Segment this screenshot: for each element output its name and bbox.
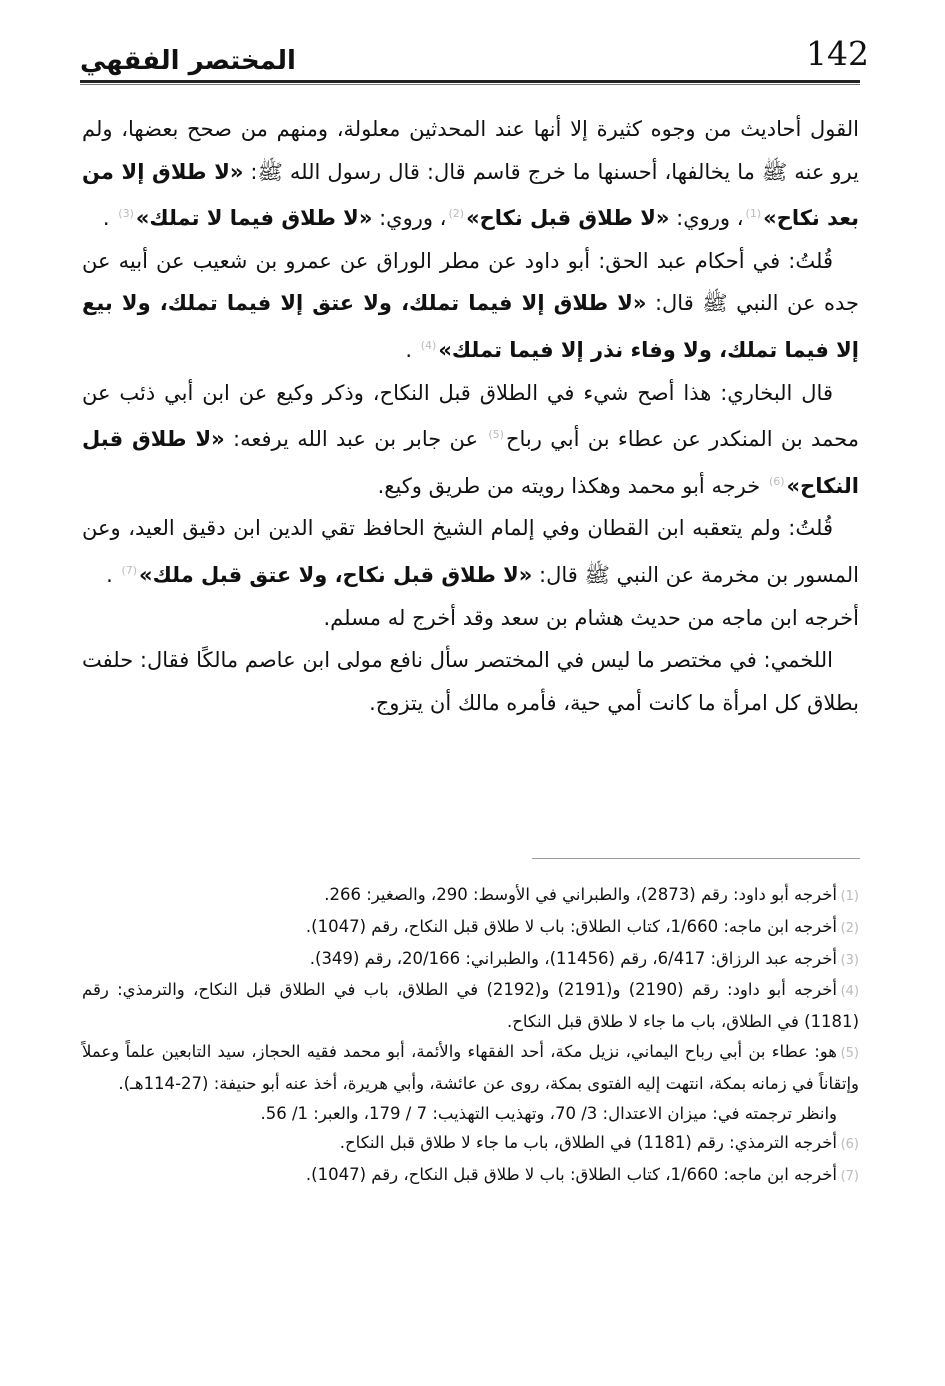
paragraph-1 [82,108,859,240]
paragraph-3 [82,372,859,508]
footnote-marker[interactable]: (1) [745,207,762,221]
footnote-item [82,1037,859,1099]
footnote-text: هو: عطاء بن أبي رباح اليماني، نزيل مكة، أحد الفقهاء والأئمة، أبو محمد فقيه الحجاز، سيد التابعين علماً وعملاً وإتقاناً في زمانه بمكة، انتهت إليه الفتوى بمكة، روى عن عائشة، وأبي هريرة، أخذ عنه أبو حنيفة: (27-114هـ). [82,1041,859,1093]
footnote-item [82,1160,859,1192]
paragraph-6: اللخمي: في مختصر ما ليس في المختصر سأل نافع مولى ابن عاصم مالكًا فقال: حلفت بطلاق كل امرأة ما كانت أمي حية، فأمره مالك أن يتزوج. [82,648,859,715]
footnote-continuation [82,1099,859,1129]
footnote-item [82,975,859,1037]
footnote-item [82,944,859,976]
footnote-text: أخرجه ابن ماجه: 1/660، كتاب الطلاق: باب لا طلاق قبل النكاح، رقم (1047). [305,1165,837,1185]
text-run: عن جابر بن عبد الله يرفعه: [224,427,487,452]
text-run: ، وروي: [372,206,447,231]
footnote-divider [532,858,860,859]
hadith-quote: «لا طلاق إلا من بعد نكاح» [82,159,859,231]
footnote-marker[interactable]: (4) [420,338,437,352]
page-number: 142 [806,34,869,73]
footnote-text: أخرجه ابن ماجه: 1/660، كتاب الطلاق: باب لا طلاق قبل النكاح، رقم (1047). [305,916,837,936]
footnote-number: (3) [840,952,859,968]
text-run: خرجه أبو محمد وهكذا رويته من طريق وكيع. [377,473,767,498]
paragraph-4 [82,507,859,596]
text-run: قُلتُ: ولم يتعقبه ابن القطان وفي إلمام الشيخ الحافظ تقي الدين ابن دقيق العيد، وعن المسور بن مخرمة عن النبي ﷺ قال: [82,516,859,587]
paragraph-2 [82,240,859,372]
page-header [80,30,869,88]
hadith-quote: «لا طلاق قبل نكاح» [466,206,670,231]
footnote-text: وانظر ترجمته في: ميزان الاعتدال: 3/ 70، وتهذيب التهذيب: 7 / 179، والعبر: 1/ 56. [260,1103,837,1123]
hadith-quote: «لا طلاق إلا فيما تملك، ولا عتق إلا فيما تملك، ولا بيع إلا فيما تملك، ولا وفاء نذر إلا فيما تملك» [82,291,859,362]
hadith-quote: «لا طلاق قبل نكاح، ولا عتق قبل ملك» [139,562,533,587]
footnote-marker[interactable]: (6) [768,474,785,488]
footnote-marker[interactable]: (7) [121,563,138,577]
paragraph-5: أخرجه ابن ماجه من حديث هشام بن سعد وقد أخرج له مسلم. [323,605,859,630]
footnote-marker[interactable]: (2) [448,207,465,221]
footnote-marker[interactable]: (5) [488,428,504,442]
hadith-quote: «لا طلاق قبل النكاح» [82,427,859,498]
footnote-item [82,912,859,944]
text-run: القول أحاديث من وجوه كثيرة إلا أنها عند المحدثين معلولة، ومنهم من صحح بعضها، ولم يرو عنه ﷺ ما يخالفها، أحسنها ما خرج قاسم قال: قال رسول الله ﷺ: [82,117,859,184]
footnote-number: (1) [840,889,859,904]
running-title: المختصر الفقهي [80,46,296,76]
footnote-item [82,880,859,912]
footnote-number: (5) [840,1045,859,1061]
footnote-text: أخرجه عبد الرزاق: 6/417، رقم (11456)، والطبراني: 20/166، رقم (349). [309,948,837,968]
footnote-number: (2) [840,920,859,936]
footnote-number: (6) [840,1137,859,1153]
footnotes [82,880,859,1192]
main-text [82,108,859,724]
text-run: قال البخاري: هذا أصح شيء في الطلاق قبل النكاح، وذكر وكيع عن ابن أبي ذئب عن محمد بن المنكدر عن عطاء بن أبي رباح [82,380,859,452]
footnote-item [82,1128,859,1160]
text-run: ، وروي: [669,206,744,231]
footnote-number: (7) [840,1169,859,1185]
header-rule [80,80,860,85]
footnote-marker[interactable]: (3) [118,207,134,221]
hadith-quote: «لا طلاق فيما لا تملك» [135,206,373,231]
footnote-text: أخرجه الترمذي: رقم (1181) في الطلاق، باب ما جاء لا طلاق قبل النكاح. [339,1133,837,1153]
footnote-number: (4) [840,984,860,1000]
footnote-text: أخرجه أبو داود: رقم (2190) و(2191) و(2192) في الطلاق، باب في الطلاق قبل النكاح، والترمذي: رقم (1181) في الطلاق، باب ما جاء لا طلاق قبل النكاح. [82,980,859,1032]
text-run: قُلتُ: في أحكام عبد الحق: أبو داود عن مطر الوراق عن عمرو بن شعيب عن أبيه عن جده عن النبي ﷺ قال: [82,248,859,316]
footnote-text: أخرجه أبو داود: رقم (2873)، والطبراني في الأوسط: 290، والصغير: 266. [324,885,837,904]
text-run: . [106,562,120,587]
text-run: . [102,206,117,231]
text-run: . [405,337,419,362]
